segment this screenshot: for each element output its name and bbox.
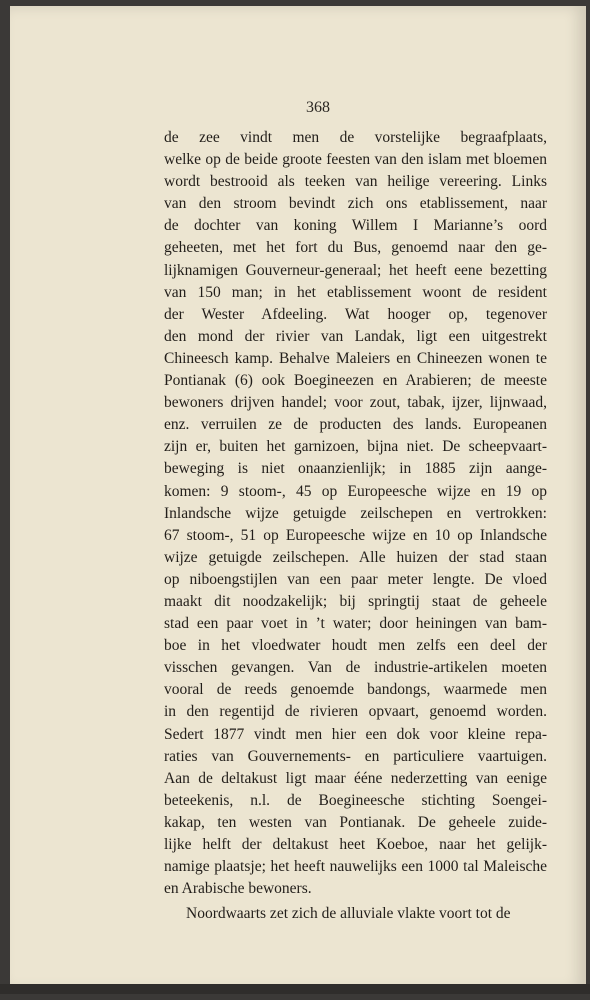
text-line: lijke helft der deltakust heet Koeboe, naar het gelijk- (164, 836, 547, 853)
text-line: zijn er, buiten het garnizoen, bijna niet. De scheepvaart- (164, 438, 547, 456)
text-line: wordt bestrooid als teeken van heilige vereering. Links (164, 173, 547, 191)
text-line: van 150 man; in het etablissement woont de resident (164, 283, 547, 301)
text-line: Aan de deltakust ligt maar ééne nederzetting van eenige (164, 769, 547, 787)
text-line: Sedert 1877 vindt men hier een dok voor kleine repa- (164, 725, 547, 743)
page-number: 368 (306, 99, 330, 116)
text-line: den mond der rivier van Landak, ligt een uitgestrekt (164, 327, 547, 345)
text-line: van den stroom bevindt zich ons etablissement, naar (164, 195, 547, 213)
text-line: komen: 9 stoom-, 45 op Europeesche wijze en 19 op (164, 482, 547, 500)
text-line: maakt dit noodzakelijk; bij springtij staat de geheele (164, 592, 547, 610)
text-line: geheeten, met het fort du Bus, genoemd naar den ge- (164, 239, 547, 257)
text-line-paragraph-end: en Arabische bewoners. (164, 880, 312, 898)
text-line: vooral de reeds genoemde bandongs, waarmede men (164, 681, 547, 699)
text-line: 67 stoom-, 51 op Europeesche wijze en 10 op Inlandsche (164, 526, 547, 544)
text-line: beteekenis, n.l. de Boegineesche stichting Soengei- (164, 791, 547, 809)
text-line: boe in het vloedwater houdt men zelfs een deel der (164, 637, 547, 655)
text-line: namige plaatsje; het heeft nauwelijks een 1000 tal Maleische (164, 858, 547, 876)
text-line: op niboengstijlen van een paar meter lengte. De vloed (164, 570, 547, 588)
text-line-paragraph-start: Noordwaarts zet zich de alluviale vlakte voort tot de (186, 905, 511, 923)
text-line: Pontianak (6) ook Boegineezen en Arabieren; de meeste (164, 372, 547, 390)
book-page (10, 6, 586, 990)
text-line: lijknamigen Gouverneur-generaal; het heeft eene bezetting (164, 261, 547, 279)
text-line: stad een paar voet in ’t water; door heiningen van bam- (164, 615, 547, 633)
text-line: de zee vindt men de vorstelijke begraafplaats, (164, 129, 547, 146)
scan-bottom-edge (0, 984, 590, 994)
text-line: visschen gevangen. Van de industrie-artikelen moeten (164, 659, 547, 677)
text-line: kakap, ten westen van Pontianak. De geheele zuide- (164, 813, 547, 831)
text-line: raties van Gouvernements- en particuliere vaartuigen. (164, 747, 547, 765)
text-line: wijze getuigde zeilschepen. Alle huizen der stad staan (164, 548, 547, 566)
text-line: der Wester Afdeeling. Wat hooger op, tegenover (164, 305, 547, 323)
text-line: enz. verruilen ze de producten des lands. Europeanen (164, 416, 547, 434)
text-line: in den regentijd de rivieren opvaart, genoemd worden. (164, 703, 547, 721)
text-line: welke op de beide groote feesten van den islam met bloemen (164, 151, 547, 169)
text-line: beweging is niet onaanzienlijk; in 1885 zijn aange- (164, 460, 547, 478)
body-text (164, 127, 547, 925)
text-line: bewoners drijven handel; voor zout, tabak, ijzer, lijnwaad, (164, 394, 547, 412)
text-line: Inlandsche wijze getuigde zeilschepen en vertrokken: (164, 504, 547, 522)
text-line: de dochter van koning Willem I Marianne’s oord (164, 217, 547, 235)
text-line: Chineesch kamp. Behalve Maleiers en Chineezen wonen te (164, 349, 547, 367)
